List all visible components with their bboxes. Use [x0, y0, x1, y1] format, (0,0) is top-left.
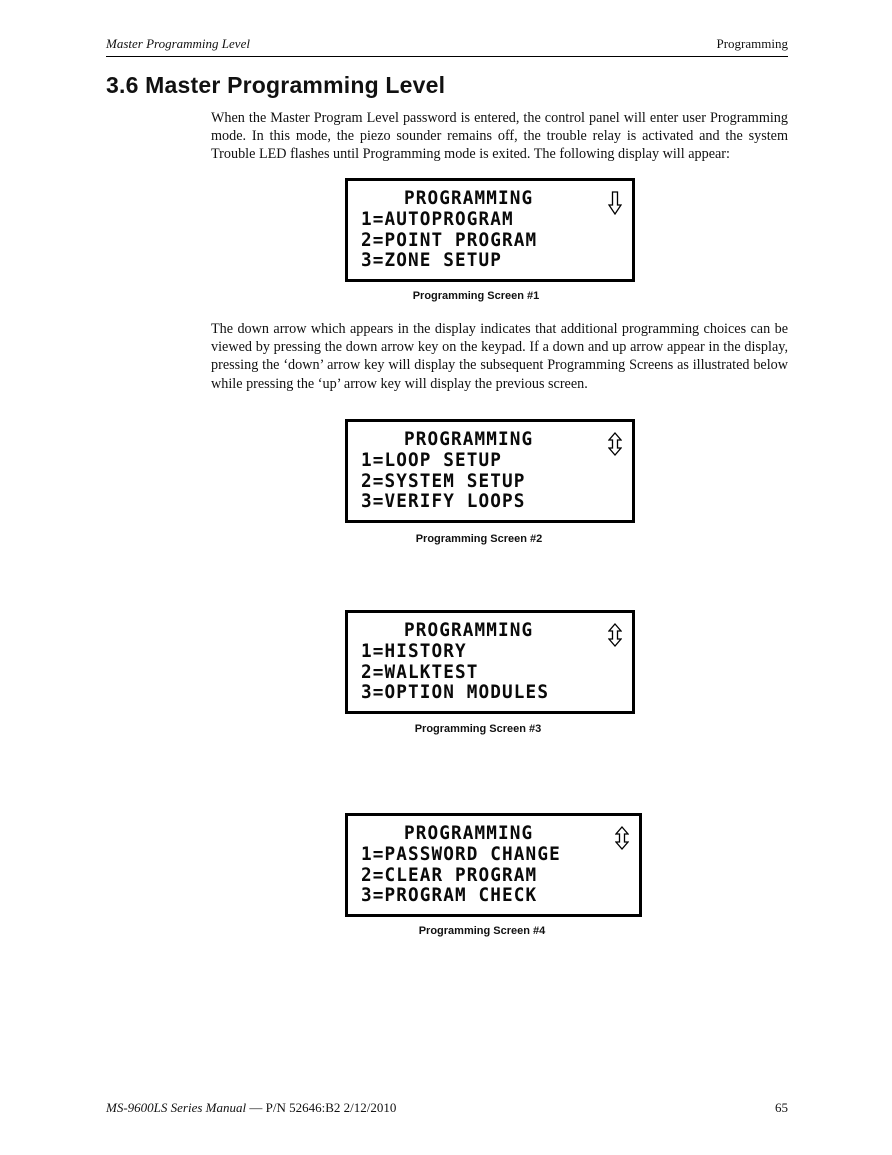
lcd-line-title: PROGRAMMING [404, 619, 534, 641]
section-title: 3.6 Master Programming Level [106, 72, 446, 98]
screen-1-caption: Programming Screen #1 [412, 290, 540, 302]
up-down-arrow-icon [615, 826, 629, 850]
lcd-line-option-3: 3=VERIFY LOOPS [361, 490, 526, 512]
lcd-line-option-2: 2=SYSTEM SETUP [361, 469, 526, 492]
footer-manual-info [106, 1100, 396, 1116]
screen-4-caption: Programming Screen #4 [418, 925, 546, 937]
up-down-arrow-icon [608, 623, 622, 647]
lcd-line-title: PROGRAMMING [404, 428, 534, 450]
lcd-line-option-3: 3=ZONE SETUP [361, 249, 503, 271]
down-arrow-icon [608, 191, 622, 215]
footer-part-number: — P/N 52646:B2 2/12/2010 [246, 1100, 397, 1115]
lcd-line-option-1: 1=AUTOPROGRAM [361, 208, 514, 230]
lcd-line-option-1: 1=PASSWORD CHANGE [361, 843, 561, 865]
header-chapter-title: Master Programming Level [106, 36, 250, 51]
lcd-line-option-2: 2=POINT PROGRAM [361, 228, 538, 251]
lcd-line-option-3: 3=PROGRAM CHECK [361, 884, 538, 906]
lcd-line-title: PROGRAMMING [404, 187, 534, 209]
down-arrow-paragraph: The down arrow which appears in the display indicates that additional programming choices can be viewed by pressing the down arrow key on the keypad. If a down and up arrow appear in the display, pressing the ‘down’ arrow key will display the subsequent Programming Screens as illustrated below while pressing the ‘up’ arrow key will display the previous screen. [211, 321, 788, 392]
programming-screen-3 [345, 610, 635, 714]
page-number: 65 [775, 1100, 788, 1115]
lcd-line-option-3: 3=OPTION MODULES [361, 681, 550, 703]
lcd-line-title: PROGRAMMING [404, 822, 534, 844]
programming-screen-4 [345, 813, 642, 917]
header-section-name: Programming [716, 36, 788, 51]
lcd-line-option-1: 1=LOOP SETUP [361, 449, 503, 471]
page-header [106, 36, 788, 57]
screen-3-caption: Programming Screen #3 [414, 723, 542, 735]
programming-screen-2 [345, 419, 635, 523]
intro-paragraph: When the Master Program Level password is entered, the control panel will enter user Programming mode. In this mode, the piezo sounder remains off, the trouble relay is activated and the system Trouble LED flashes until Programming mode is exited. The following display will appear: [211, 110, 788, 163]
lcd-line-option-2: 2=WALKTEST [361, 660, 479, 683]
programming-screen-1 [345, 178, 635, 282]
lcd-line-option-2: 2=CLEAR PROGRAM [361, 863, 538, 886]
page-footer [106, 1100, 788, 1116]
footer-manual-title: MS-9600LS Series Manual [106, 1100, 247, 1115]
up-down-arrow-icon [608, 432, 622, 456]
lcd-line-option-1: 1=HISTORY [361, 640, 467, 662]
screen-2-caption: Programming Screen #2 [415, 533, 543, 545]
